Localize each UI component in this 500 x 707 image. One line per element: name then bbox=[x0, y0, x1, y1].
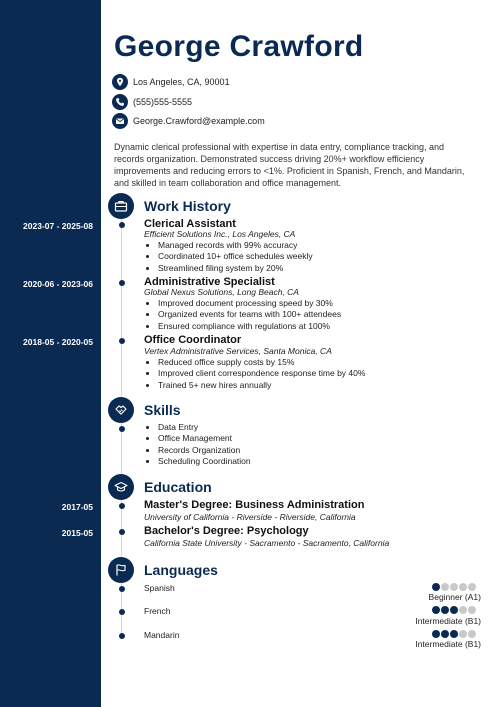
school-name: California State University - Sacramento - Sacramento, California bbox=[144, 538, 390, 548]
candidate-name: George Crawford bbox=[114, 30, 364, 63]
job-bullets bbox=[144, 357, 365, 391]
briefcase-icon bbox=[108, 193, 134, 219]
job-bullet: • Coordinated 10+ office schedules weekly bbox=[158, 251, 313, 262]
rating-dot-filled bbox=[432, 630, 440, 638]
rating-dot-empty bbox=[468, 583, 476, 591]
flag-icon bbox=[108, 557, 134, 583]
rating-dot-filled bbox=[432, 606, 440, 614]
phone-icon bbox=[112, 94, 128, 110]
location-pin-icon bbox=[112, 74, 128, 90]
job-bullet: • Improved document processing speed by 30% bbox=[158, 298, 341, 309]
skill-item: • Scheduling Coordination bbox=[158, 456, 251, 467]
language-rating bbox=[432, 583, 477, 591]
job-bullet: • Organized events for teams with 100+ attendees bbox=[158, 309, 341, 320]
job-company: Vertex Administrative Services, Santa Monica, CA bbox=[144, 346, 332, 356]
language-level: Intermediate (B1) bbox=[415, 639, 481, 649]
degree-title: Master's Degree: Business Administration bbox=[144, 499, 365, 511]
rating-dot-empty bbox=[459, 606, 467, 614]
email-text: George.Crawford@example.com bbox=[133, 116, 265, 126]
contact-location bbox=[112, 74, 230, 90]
job-bullets bbox=[144, 298, 341, 332]
language-level: Intermediate (B1) bbox=[415, 616, 481, 626]
job-bullet: • Ensured compliance with regulations at 100% bbox=[158, 321, 341, 332]
contact-email bbox=[112, 113, 265, 129]
rating-dot-empty bbox=[468, 630, 476, 638]
skill-item: • Data Entry bbox=[158, 422, 251, 433]
languages-heading: Languages bbox=[144, 562, 218, 578]
job-bullet: • Managed records with 99% accuracy bbox=[158, 240, 313, 251]
rating-dot-empty bbox=[468, 606, 476, 614]
timeline-dot bbox=[119, 338, 125, 344]
graduation-cap-icon bbox=[108, 474, 134, 500]
education-date: 2015-05 bbox=[61, 528, 93, 538]
job-dates: 2018-05 - 2020-05 bbox=[23, 337, 93, 347]
timeline-dot bbox=[119, 503, 125, 509]
language-rating bbox=[432, 630, 477, 638]
rating-dot-empty bbox=[441, 583, 449, 591]
timeline-dot bbox=[119, 280, 125, 286]
job-dates: 2020-06 - 2023-06 bbox=[23, 279, 93, 289]
skills-list bbox=[144, 422, 251, 467]
job-title: Clerical Assistant bbox=[144, 218, 236, 230]
language-name: Mandarin bbox=[144, 630, 180, 640]
language-name: French bbox=[144, 606, 171, 616]
education-heading: Education bbox=[144, 479, 212, 495]
job-bullet: • Reduced office supply costs by 15% bbox=[158, 357, 365, 368]
rating-dot-filled bbox=[441, 630, 449, 638]
timeline-dot bbox=[119, 609, 125, 615]
job-bullet: • Improved client correspondence response time by 40% bbox=[158, 368, 365, 379]
school-name: University of California - Riverside - Riverside, California bbox=[144, 512, 356, 522]
skill-item: • Records Organization bbox=[158, 445, 251, 456]
phone-text: (555)555-5555 bbox=[133, 97, 193, 107]
job-bullet: • Streamlined filing system by 20% bbox=[158, 263, 313, 274]
handshake-icon bbox=[108, 397, 134, 423]
job-company: Global Nexus Solutions, Long Beach, CA bbox=[144, 287, 299, 297]
envelope-icon bbox=[112, 113, 128, 129]
left-sidebar bbox=[0, 0, 101, 707]
skill-item: • Office Management bbox=[158, 433, 251, 444]
timeline-dot bbox=[119, 586, 125, 592]
job-title: Office Coordinator bbox=[144, 334, 242, 346]
contact-phone bbox=[112, 94, 192, 110]
timeline-dot bbox=[119, 633, 125, 639]
language-rating bbox=[432, 606, 477, 614]
language-level: Beginner (A1) bbox=[428, 592, 481, 602]
job-title: Administrative Specialist bbox=[144, 276, 275, 288]
degree-title: Bachelor's Degree: Psychology bbox=[144, 525, 309, 537]
job-bullet: • Trained 5+ new hires annually bbox=[158, 380, 365, 391]
rating-dot-empty bbox=[450, 583, 458, 591]
rating-dot-filled bbox=[450, 630, 458, 638]
work-history-heading: Work History bbox=[144, 198, 231, 214]
location-text: Los Angeles, CA, 90001 bbox=[133, 77, 230, 87]
education-date: 2017-05 bbox=[61, 502, 93, 512]
professional-summary: Dynamic clerical professional with expertise in data entry, compliance tracking, and records organization. Demonstrated success driving 20%+ workflow efficiency improvements and reducing errors to <1%. Proficient in Spanish, French, and Mandarin, and skilled in team collaboration and office management. bbox=[114, 142, 465, 188]
rating-dot-filled bbox=[441, 606, 449, 614]
rating-dot-empty bbox=[459, 630, 467, 638]
rating-dot-empty bbox=[459, 583, 467, 591]
rating-dot-filled bbox=[432, 583, 440, 591]
timeline-dot bbox=[119, 426, 125, 432]
job-company: Efficient Solutions Inc., Los Angeles, CA bbox=[144, 229, 296, 239]
job-dates: 2023-07 - 2025-08 bbox=[23, 221, 93, 231]
rating-dot-filled bbox=[450, 606, 458, 614]
job-bullets bbox=[144, 240, 313, 274]
timeline-dot bbox=[119, 529, 125, 535]
timeline-dot bbox=[119, 222, 125, 228]
language-name: Spanish bbox=[144, 583, 175, 593]
skills-heading: Skills bbox=[144, 402, 181, 418]
